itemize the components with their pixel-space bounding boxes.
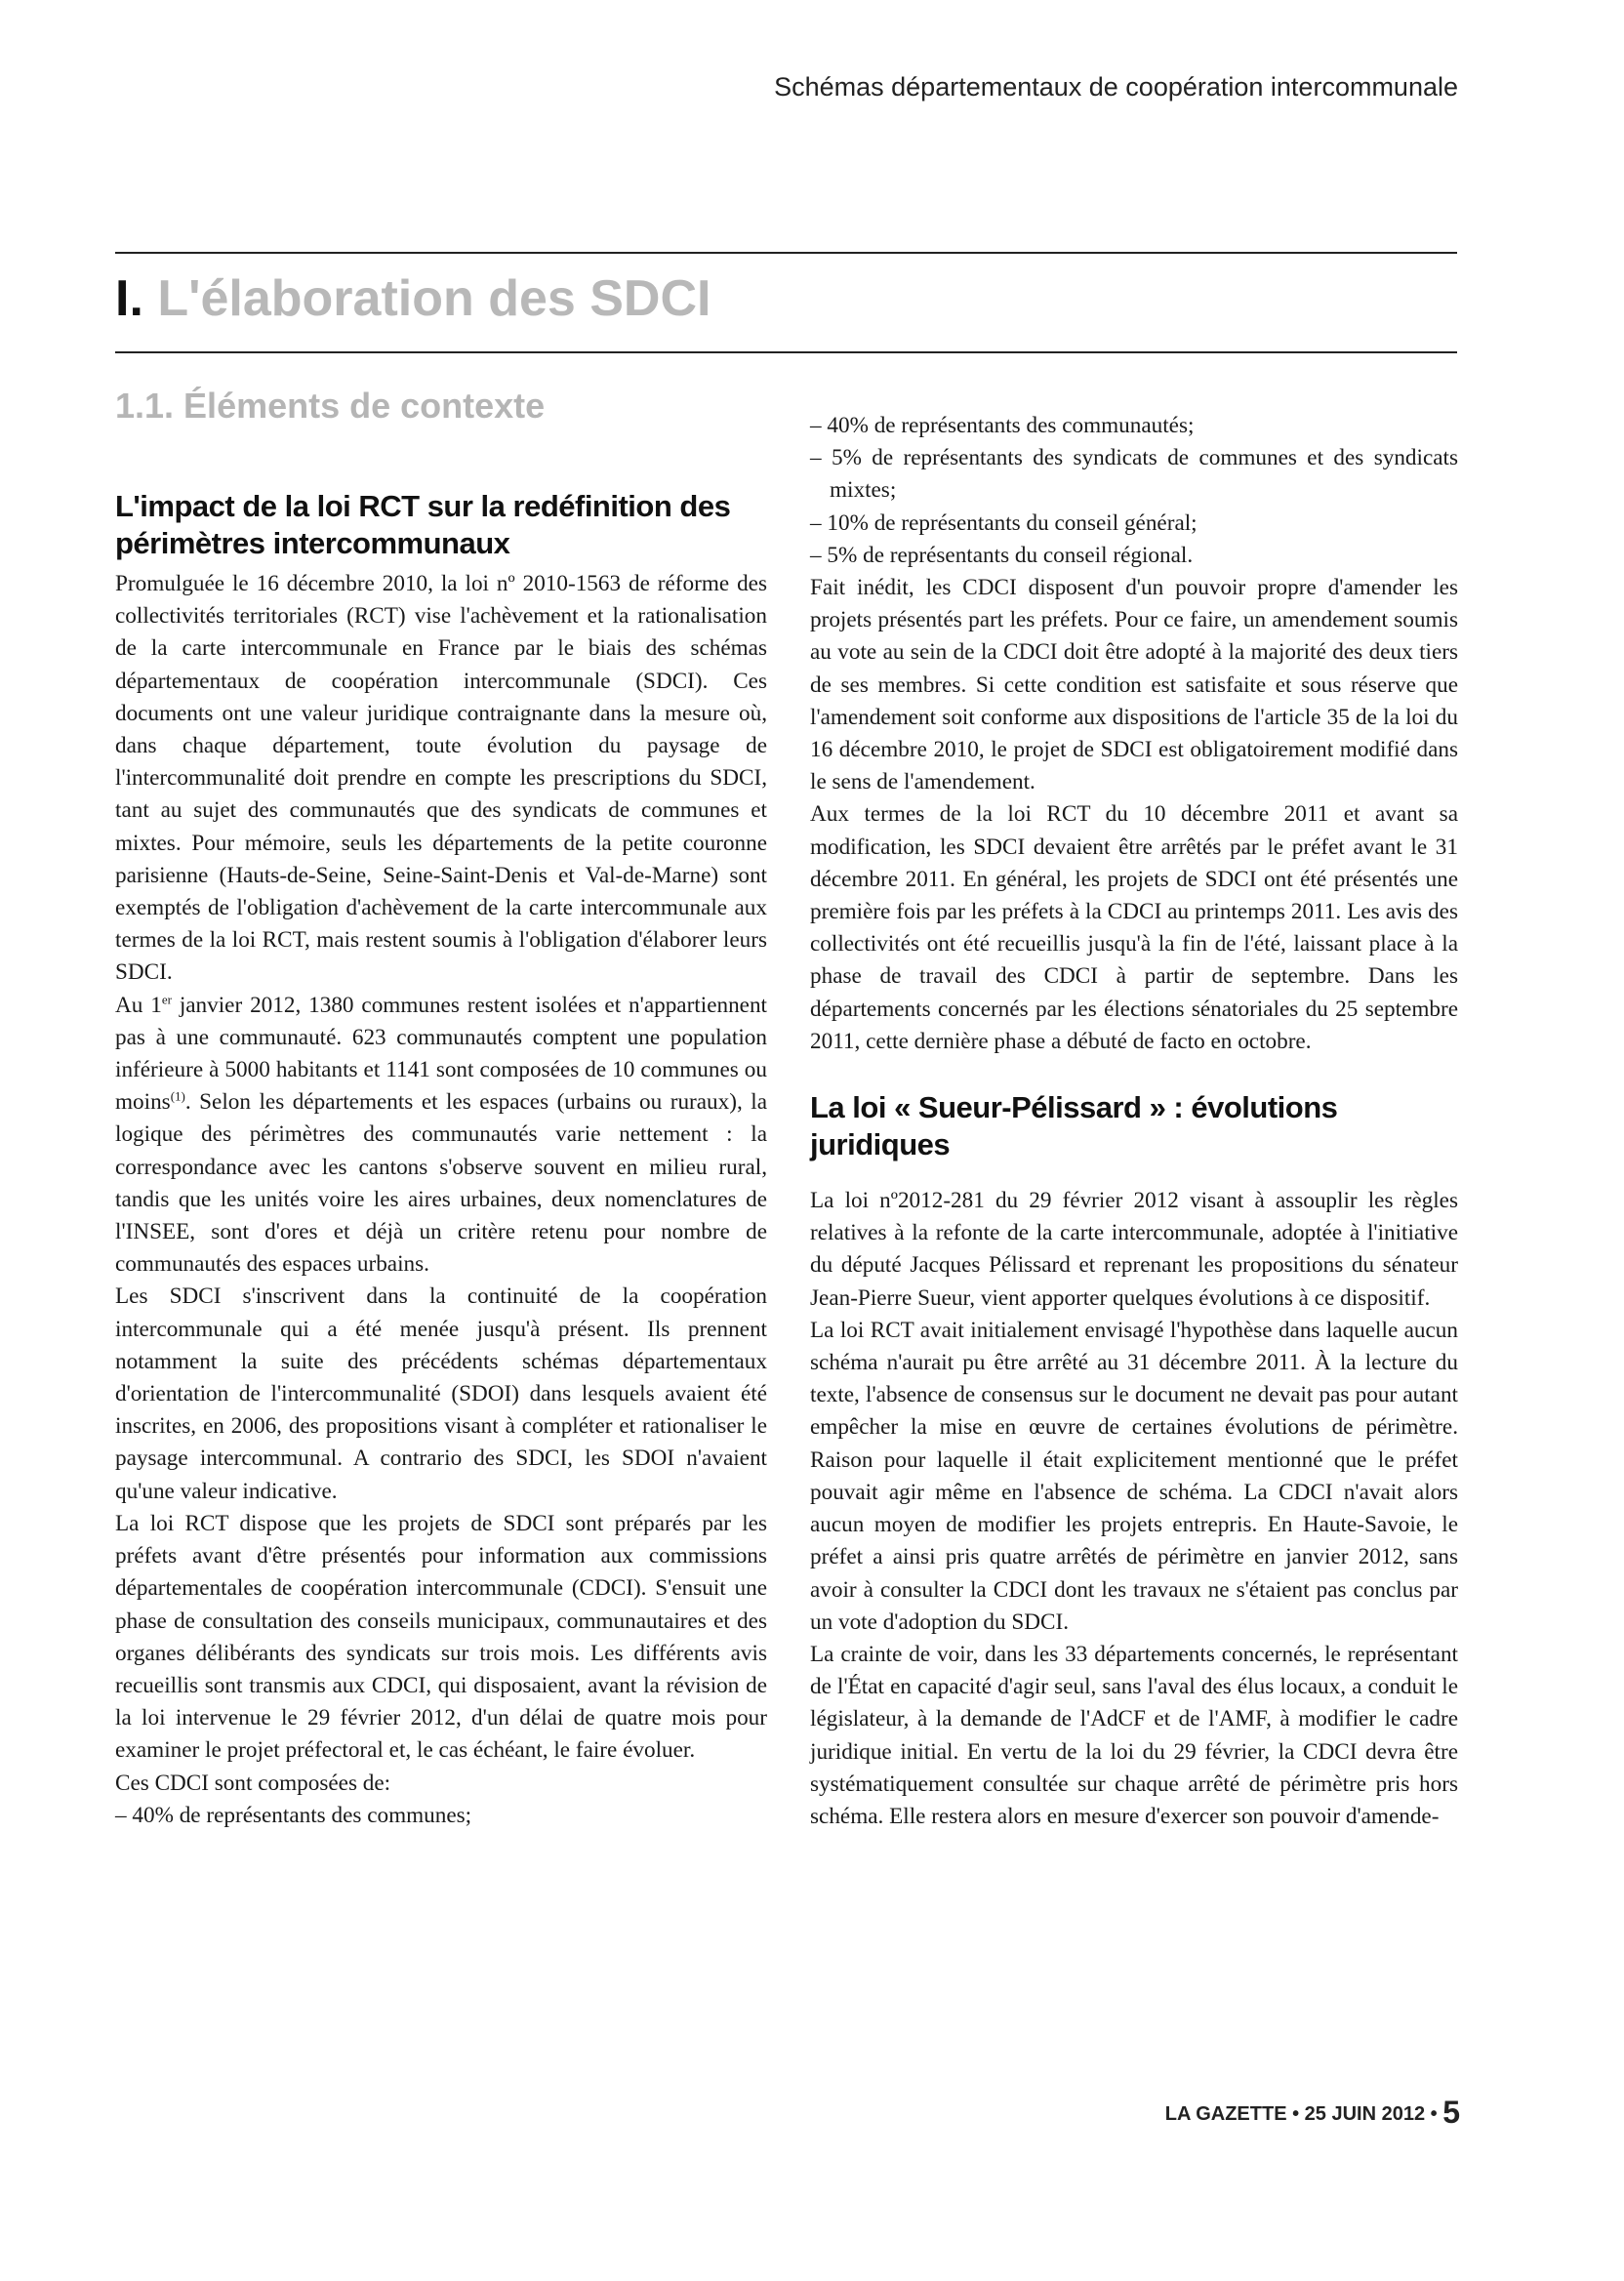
paragraph-1: Promulguée le 16 décembre 2010, la loi nº 2010-1563 de réforme des collectivités territoriales (RCT) vise l'achèvement et la rationalisation de la carte intercommunale en France par le biais des schémas départementaux de coopération intercommunale (SDCI). Ces documents ont une valeur juridique contraignante dans la mesure où, dans chaque département, toute évolution du paysage de l'intercommunalité doit prendre en compte les prescriptions du SDCI, tant au sujet des communautés que des syndicats de communes et mixtes. Pour mémoire, seuls les départements de la petite couronne parisienne (Hauts-de-Seine, Seine-Saint-Denis et Val-de-Marne) sont exemptés de l'obligation d'achèvement de la carte intercommunale aux termes de la loi RCT, mais restent soumis à l'obligation d'élaborer leurs SDCI. [115, 571, 767, 986]
left-heading: L'impact de la loi RCT sur la redéfinition des périmètres intercommunaux [115, 489, 731, 560]
paragraph-6: Fait inédit, les CDCI disposent d'un pouvoir propre d'amender les projets présentés part les préfets. Pour ce faire, un amendement soumis au vote au sein de la CDCI doit être adopté à la majorité des deux tiers de ses membres. Si cette condition est satisfaite et sous réserve que l'amendement soit conforme aux dispositions de l'article 35 de la loi du 16 décembre 2010, le projet de SDCI est obligatoirement modifié dans le sens de l'amendement. [810, 575, 1458, 795]
top-rule [115, 252, 1457, 254]
subsection-title: 1.1. Éléments de contexte [115, 386, 546, 426]
right-column [810, 410, 1458, 1833]
paragraph-5: Ces CDCI sont composées de: [115, 1770, 391, 1796]
list-item: – 5% de représentants des syndicats de communes et des syndicats mixtes; [810, 445, 1458, 504]
running-head: Schémas départementaux de coopération intercommunale [774, 72, 1458, 102]
list-item: – 5% de représentants du conseil régional. [810, 542, 1194, 568]
paragraph-2-end: . Selon les départements et les espaces (urbains ou ruraux), la logique des périmètres des communautés varie nettement : la correspondance avec les cantons s'observe souvent en milieu rural, tandis que les unités voire les aires urbaines, deux nomenclatures de l'INSEE, sont d'ores et déjà un critère retenu pour nombre de communautés des espaces urbains. [115, 1089, 767, 1278]
page-number: 5 [1442, 2095, 1460, 2130]
publication-line: LA GAZETTE • 25 JUIN 2012 • [1164, 2103, 1438, 2125]
bottom-rule [115, 351, 1457, 353]
list-item: – 40% de représentants des communautés; [810, 413, 1195, 438]
section-name: L'élaboration des SDCI [157, 270, 711, 327]
paragraph-4: La loi RCT dispose que les projets de SDCI sont préparés par les préfets avant d'être présentés pour information aux commissions départementales de coopération intercommunale (CDCI). S'ensuit une phase de consultation des conseils municipaux, communautaires et des organes délibérants des syndicats sur trois mois. Les différents avis recueillis sont transmis aux CDCI, qui disposaient, avant la révision de la loi intervenue le 29 février 2012, d'un délai de quatre mois pour examiner le projet préfectoral et, le cas échéant, le faire évoluer. [115, 1510, 767, 1764]
list-item: – 10% de représentants du conseil général; [810, 509, 1198, 536]
paragraph-10: La crainte de voir, dans les 33 départements concernés, le représentant de l'État en capacité d'agir seul, sans l'aval des élus locaux, a conduit le législateur, à la demande de l'AdCF et de l'AMF, à modifier le cadre juridique initial. En vertu de la loi du 29 février, la CDCI devra être systématiquement consultée sur chaque arrêté de périmètre pris hors schéma. Elle restera alors en mesure d'exercer son pouvoir d'amende- [810, 1641, 1458, 1829]
paragraph-3: Les SDCI s'inscrivent dans la continuité de la coopération intercommunale qui a été menée jusqu'à présent. Ils prennent notamment la suite des précédents schémas départementaux d'orientation de l'intercommunalité (SDOI) dans lesquels avaient été inscrites, en 2006, des propositions visant à compléter et rationaliser le paysage intercommunal. A contrario des SDCI, les SDOI n'avaient qu'une valeur indicative. [115, 1283, 767, 1504]
paragraph-8: La loi nº2012-281 du 29 février 2012 visant à assouplir les règles relatives à la refonte de la carte intercommunale, adoptée à l'initiative du député Jacques Pélissard et reprenant les propositions du sénateur Jean-Pierre Sueur, vient apporter quelques évolutions à ce dispositif. [810, 1188, 1458, 1311]
paragraph-7: Aux termes de la loi RCT du 10 décembre 2011 et avant sa modification, les SDCI devaient être arrêtés par le préfet avant le 31 décembre 2011. En général, les projets de SDCI ont été présentés une première fois par les préfets à la CDCI au printemps 2011. Les avis des collectivités ont été recueillis jusqu'à la fin de l'été, laissant place à la phase de travail des CDCI à partir de septembre. Dans les départements concernés par les élections sénatoriales du 25 septembre 2011, cette dernière phase a débuté de facto en octobre. [810, 801, 1458, 1054]
paragraph-2-start: Au 1 [115, 992, 162, 1018]
left-column [115, 488, 767, 1832]
section-title [115, 269, 710, 328]
paragraph-2-mid: janvier 2012, 1380 communes restent isolées et n'appartiennent pas à une communauté. 623 communautés comptent une population inférieure à 5000 habitants et 1141 sont composées de 10 communes ou moins [115, 992, 767, 1116]
paragraph-9: La loi RCT avait initialement envisagé l'hypothèse dans laquelle aucun schéma n'aurait pu être arrêté au 31 décembre 2011. À la lecture du texte, l'absence de consensus sur le document ne devait pas pour autant empêcher la mise en œuvre de certaines évolutions de périmètre. Raison pour laquelle il était explicitement mentionné que le préfet pouvait agir même en l'absence de schéma. La CDCI n'avait alors aucun moyen de modifier les projets entrepris. En Haute-Savoie, le préfet a ainsi pris quatre arrêtés de périmètre en janvier 2012, sans avoir à consulter la CDCI dont les travaux ne s'étaient pas conclus par un vote d'adoption du SDCI. [810, 1317, 1458, 1635]
paragraph-2 [115, 990, 767, 1282]
ordinal-superscript: er [161, 991, 172, 1006]
page-footer [1165, 2095, 1460, 2131]
right-heading: La loi « Sueur-Pélissard » : évolutions juridiques [810, 1090, 1338, 1162]
section-number: I. [115, 270, 143, 327]
list-item: – 40% de représentants des communes; [115, 1802, 472, 1828]
footnote-ref: (1) [170, 1088, 185, 1104]
